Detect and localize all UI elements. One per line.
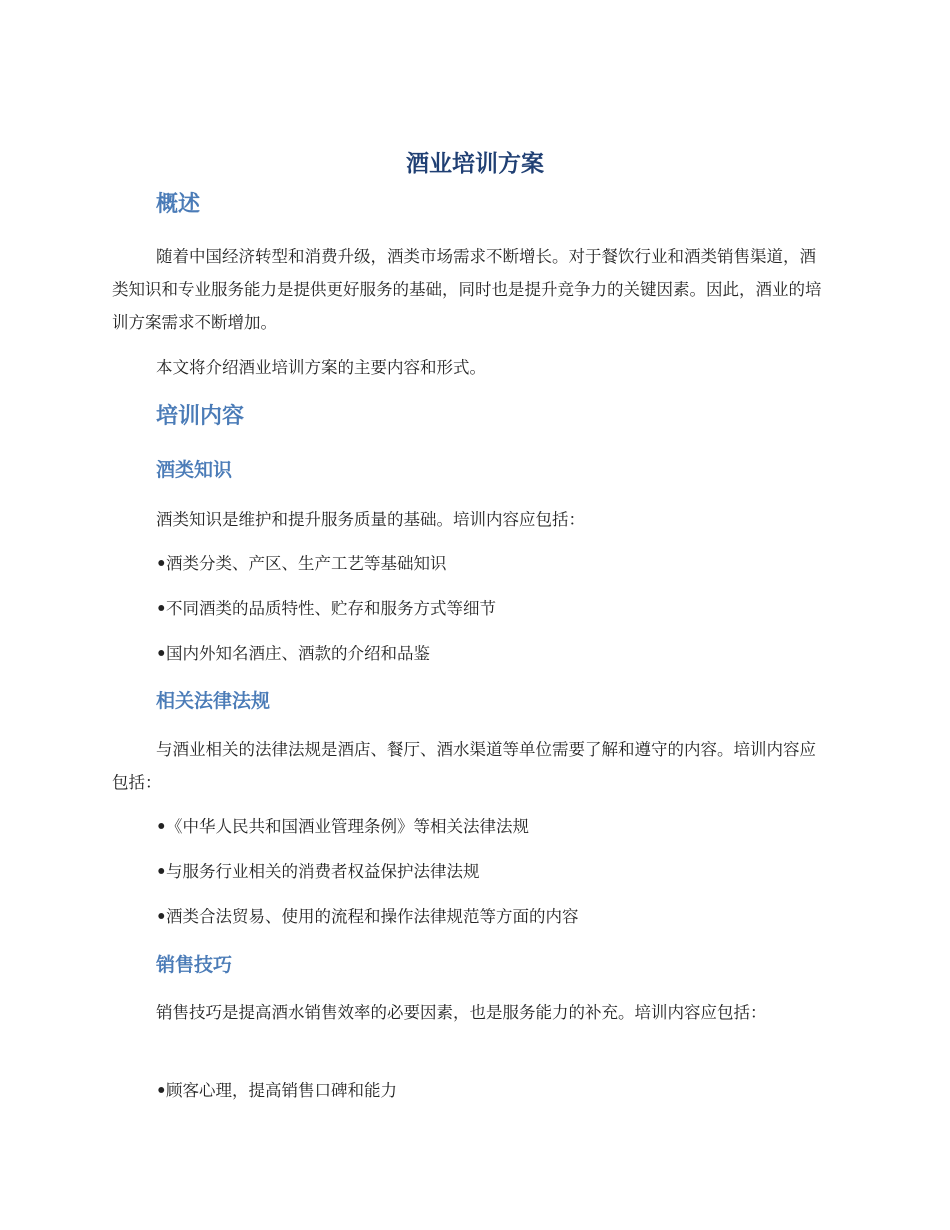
bullet-icon: • <box>156 599 167 618</box>
bullet-icon: • <box>156 554 167 573</box>
subsection-heading-sales: 销售技巧 <box>156 954 233 976</box>
bullet-icon: • <box>156 817 167 836</box>
overview-paragraph-1: 随着中国经济转型和消费升级，酒类市场需求不断增长。对于餐饮行业和酒类销售渠道，酒类知识和专业服务能力是提供更好服务的基础，同时也是提升竞争力的关键因素。因此，酒业的培训方案需求不断增加。 <box>112 247 822 332</box>
knowledge-list-item: •酒类分类、产区、生产工艺等基础知识 <box>156 549 836 579</box>
knowledge-list-item: •国内外知名酒庄、酒款的介绍和品鉴 <box>156 639 836 669</box>
overview-paragraph-2: 本文将介绍酒业培训方案的主要内容和形式。 <box>156 358 486 377</box>
law-list-item: •《中华人民共和国酒业管理条例》等相关法律法规 <box>156 812 836 842</box>
section-heading-content: 培训内容 <box>156 404 245 429</box>
subsection-heading-law: 相关法律法规 <box>156 690 271 712</box>
sales-list-item: •顾客心理，提高销售口碑和能力 <box>156 1076 836 1106</box>
law-list-item: •与服务行业相关的消费者权益保护法律法规 <box>156 857 836 887</box>
document-title: 酒业培训方案 <box>406 151 544 177</box>
bullet-icon: • <box>156 907 167 926</box>
knowledge-list-item: •不同酒类的品质特性、贮存和服务方式等细节 <box>156 594 836 624</box>
law-list-item: •酒类合法贸易、使用的流程和操作法律规范等方面的内容 <box>156 902 836 932</box>
bullet-icon: • <box>156 862 167 881</box>
subsection-heading-knowledge: 酒类知识 <box>156 459 233 481</box>
knowledge-intro: 酒类知识是维护和提升服务质量的基础。培训内容应包括： <box>156 510 585 529</box>
law-intro: 与酒业相关的法律法规是酒店、餐厅、酒水渠道等单位需要了解和遵守的内容。培训内容应包括： <box>112 740 816 792</box>
bullet-icon: • <box>156 1081 167 1100</box>
sales-intro: 销售技巧是提高酒水销售效率的必要因素，也是服务能力的补充。培训内容应包括： <box>156 1003 767 1022</box>
section-heading-overview: 概述 <box>156 192 201 217</box>
bullet-icon: • <box>156 644 167 663</box>
